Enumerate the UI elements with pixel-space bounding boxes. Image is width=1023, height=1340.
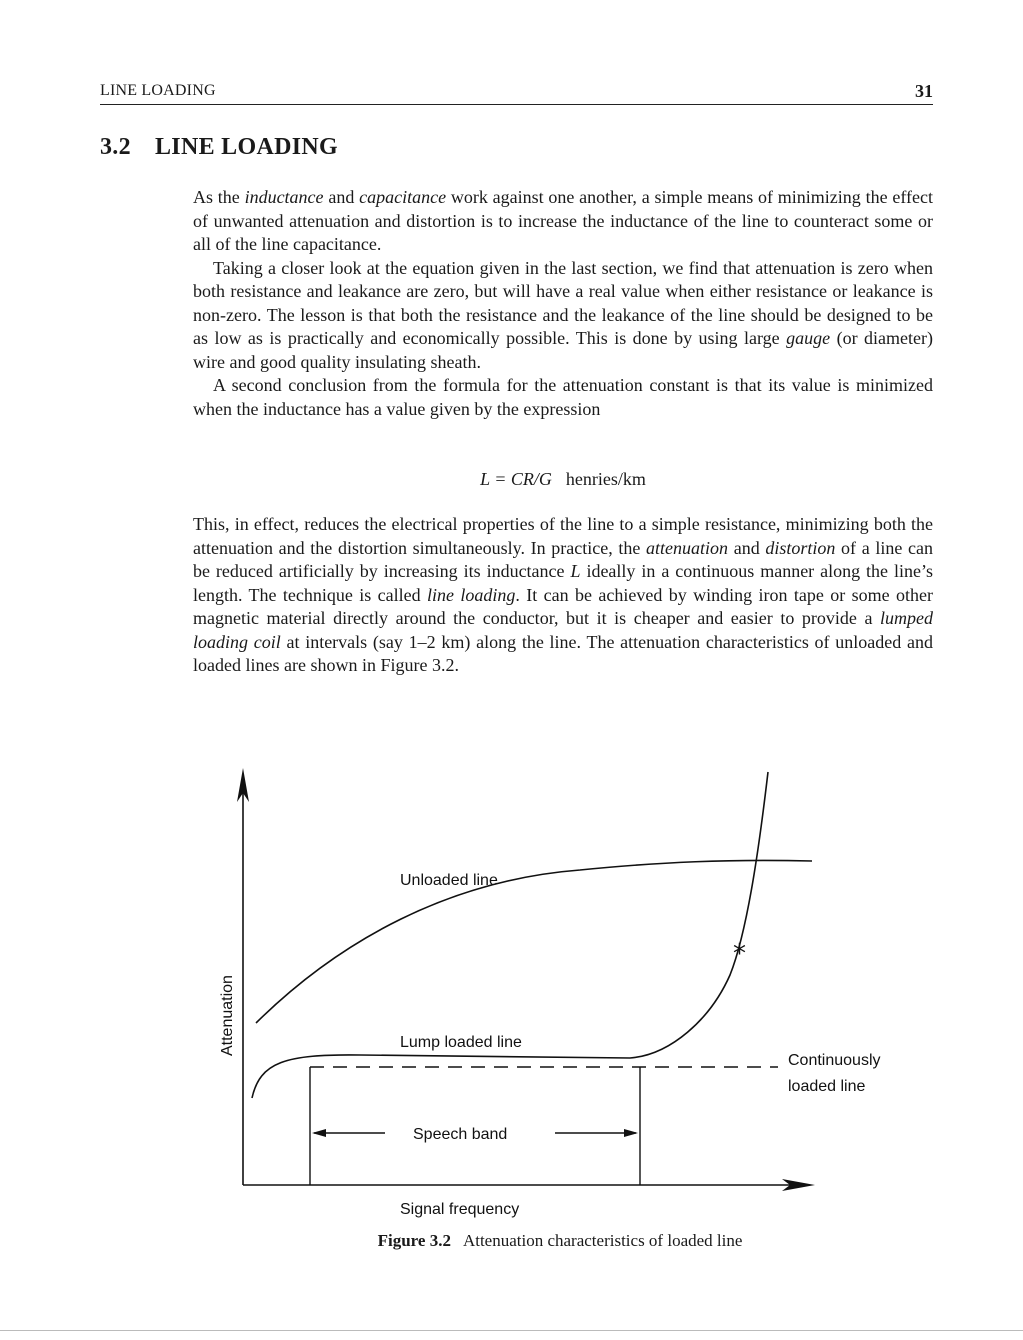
- text-run: . It can be achieved by winding iron tape or some other magnetic material directly around the conductor, but it is cheaper and easier to provide a: [193, 584, 933, 628]
- italic-term: gauge: [786, 328, 831, 348]
- x-axis-label: Signal frequency: [400, 1201, 520, 1218]
- speech-band-label: Speech band: [413, 1126, 508, 1143]
- unloaded-line-curve: [256, 860, 812, 1023]
- running-head: [100, 82, 933, 105]
- italic-term: attenuation: [646, 537, 729, 558]
- text-run: A second conclusion from the formula for the attenuation constant is that its value is minimized when the inductance has a value given by the expression: [193, 375, 933, 419]
- text-run: (or diameter) wire and good quality insulating sheath.: [193, 328, 933, 372]
- attenuation-diagram: [190, 760, 910, 1220]
- italic-term: line loading: [427, 584, 516, 605]
- text-run: work against one another, a simple means of minimizing the effect of unwanted attenuation and distortion is to increase the inductance of the line to counteract some or all of the line capacitance.: [193, 187, 933, 254]
- paragraph-2: [193, 257, 933, 375]
- continuously-loaded-label-1: Continuously: [788, 1052, 881, 1069]
- unloaded-line-label: Unloaded line: [400, 872, 498, 889]
- speech-band-right-arrowhead: [624, 1129, 638, 1137]
- speech-band-left-arrowhead: [312, 1129, 326, 1137]
- text-run: Taking a closer look at the equation given in the last section, we find that attenuation is zero when both resistance and leakance are zero, but will have a real value when either resistance or leakance is non-zero. The lesson is that both the resistance and the leakance of the line should be designed to be as low as is practically and economically possible. This is done by using large: [193, 257, 933, 348]
- paragraph-1: [193, 186, 933, 257]
- text-run: of a line can be reduced artificially by increasing its inductance: [193, 537, 934, 581]
- text-run: and: [323, 187, 360, 207]
- body-text-2: [193, 513, 933, 678]
- asterisk-marker: *: [733, 939, 746, 969]
- page-number: 31: [915, 81, 933, 101]
- italic-term: L: [570, 561, 581, 581]
- equation: [193, 469, 933, 490]
- text-run: and: [728, 537, 766, 558]
- text-run: This, in effect, reduces the electrical properties of the line to a simple resistance, minimizing both the attenuation and the distortion simultaneously. In practice, the: [193, 514, 933, 558]
- figure-caption: [0, 1231, 1023, 1251]
- continuously-loaded-label-2: loaded line: [788, 1078, 866, 1095]
- equation-formula: L = CR/G: [480, 469, 552, 489]
- y-axis-label: Attenuation: [219, 975, 236, 1056]
- italic-term: inductance: [244, 187, 324, 207]
- bottom-rule: [0, 1330, 1023, 1331]
- text-run: ideally in a continuous manner along the line’s length. The technique is called: [193, 561, 933, 605]
- text-run: at intervals (say 1–2 km) along the line. The attenuation characteristics of unloaded and loaded lines are shown in Figure 3.2.: [193, 631, 933, 675]
- section-heading: [100, 134, 338, 161]
- italic-term: distortion: [765, 537, 836, 558]
- section-number: 3.2: [100, 134, 131, 160]
- italic-term: capacitance: [359, 187, 447, 207]
- caption-label: Figure 3.2: [377, 1231, 451, 1250]
- paragraph-4: [193, 513, 933, 678]
- paragraph-3: [193, 374, 933, 421]
- lump-loaded-line-label: Lump loaded line: [400, 1034, 522, 1051]
- body-text: [193, 186, 933, 421]
- equation-unit: henries/km: [565, 469, 646, 489]
- italic-term: lumped loading coil: [193, 608, 933, 652]
- running-head-title: LINE LOADING: [100, 82, 216, 99]
- text-run: As the: [193, 187, 245, 207]
- section-title: LINE LOADING: [155, 134, 338, 160]
- figure-3-2: [190, 760, 910, 1220]
- caption-text: Attenuation characteristics of loaded line: [462, 1231, 743, 1250]
